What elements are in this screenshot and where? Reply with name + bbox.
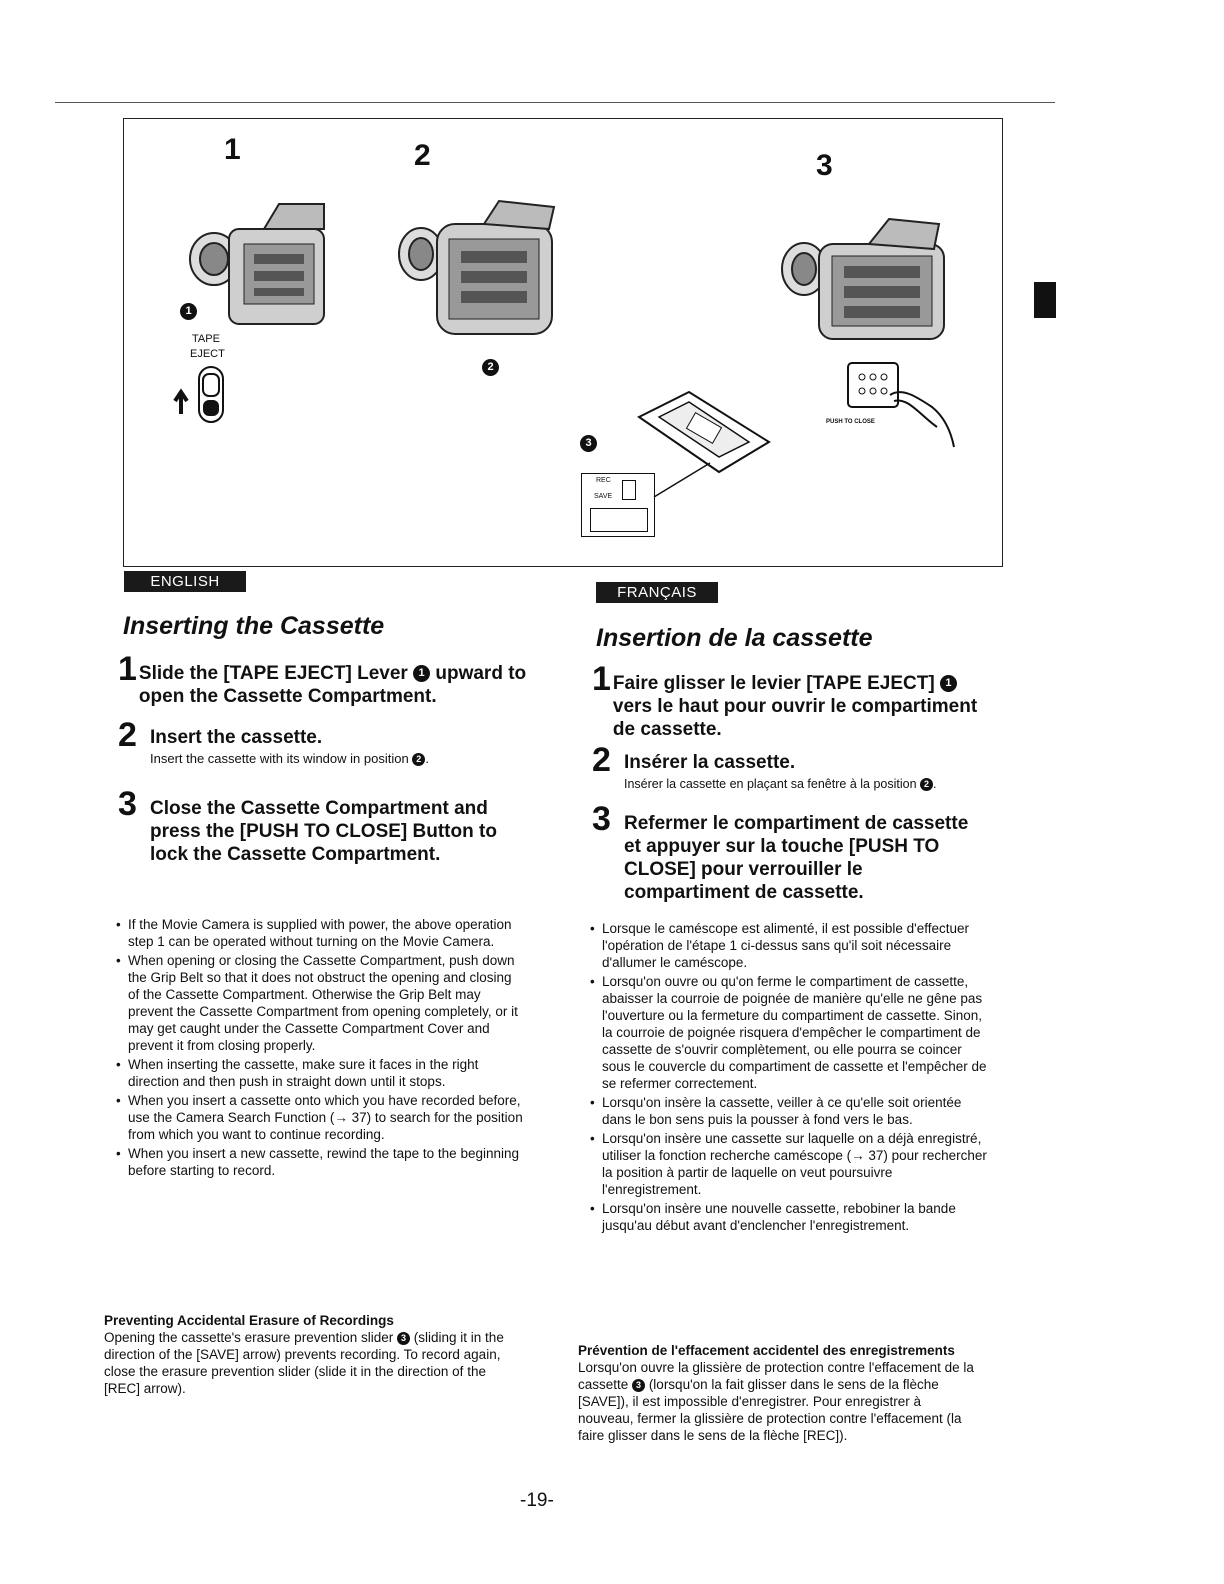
english-step-3-text: Close the Cassette Compartment and press the [PUSH TO CLOSE] Button to lock the Cassette Compartment. bbox=[150, 798, 497, 865]
english-title: Inserting the Cassette bbox=[123, 612, 385, 640]
french-badge: FRANÇAIS bbox=[596, 582, 718, 603]
camcorder-3-illustration bbox=[774, 214, 954, 364]
english-step-2-subtext: Insert the cassette with its window in position bbox=[150, 751, 409, 766]
english-step-1-text: Slide the [TAPE EJECT] Lever bbox=[138, 663, 408, 684]
french-step-2-text: Insérer la cassette. bbox=[624, 752, 796, 773]
english-step-1-text-2: upward to open the Cassette Compartment. bbox=[138, 663, 527, 707]
french-step-1 bbox=[592, 660, 992, 741]
french-note-2: • Lorsqu'on ouvre ou qu'on ferme le compartiment de cassette, abaisser la courroie de poignée de manière qu'elle ne gêne pas l'ouverture ou la fermeture du compartiment de cassette. Sinon, la courroie de poignée risquera d'empêcher le compartiment de cassette de s'ouvrir complètement, ou elle pourra se coincer sous le couvercle du compartiment de cassette et l'empêcher de se refermer correctement. bbox=[588, 973, 988, 1092]
section-tab-marker bbox=[1034, 282, 1056, 318]
english-prevention-text-a: Opening the cassette's erasure prevention slider bbox=[104, 1330, 394, 1345]
french-step-2-ref-badge: 2 bbox=[920, 778, 933, 791]
french-prevention-ref-badge: 3 bbox=[632, 1379, 645, 1392]
camcorder-2-illustration bbox=[389, 199, 569, 349]
french-step-2: 2 Insérer la cassette. Insérer la cassette en plaçant sa fenêtre à la position 2 . bbox=[592, 741, 937, 791]
english-note-1: • If the Movie Camera is supplied with power, the above operation step 1 can be operated without turning on the Movie Camera. bbox=[114, 916, 526, 950]
french-step-3-text: Refermer le compartiment de cassette et appuyer sur la touche [PUSH TO CLOSE] pour verrouiller le compartiment de cassette. bbox=[624, 813, 969, 903]
english-note-2: • When opening or closing the Cassette Compartment, push down the Grip Belt so that it does not obstruct the opening and closing of the Cassette Compartment. Otherwise the Grip Belt may prevent the Cassette Compartment from opening completely, or it may get caught under the Cassette Compartment Cover and prevent it from closing properly. bbox=[114, 952, 526, 1054]
english-prevention-ref-badge: 3 bbox=[397, 1332, 410, 1345]
rec-label: REC bbox=[596, 477, 611, 484]
erasure-tab bbox=[622, 480, 636, 500]
french-notes bbox=[588, 920, 988, 1236]
french-note-1: • Lorsque le caméscope est alimenté, il est possible d'effectuer l'opération de l'étape 1 ci-dessus sans qu'il soit nécessaire d'allumer le caméscope. bbox=[588, 920, 988, 971]
figure-step-1-number: 1 bbox=[224, 133, 241, 166]
french-note-4: • Lorsqu'on insère une cassette sur laquelle on a déjà enregistré, utiliser la fonction recherche caméscope (→ 37) pour rechercher la position à partir de laquelle on veut poursuivre l'enregistrement. bbox=[588, 1130, 988, 1198]
cassette-window-detail bbox=[590, 508, 648, 532]
top-rule bbox=[55, 102, 1055, 103]
french-prevention-text-b: (lorsqu'on la fait glisser dans le sens de la flèche [SAVE]), il est impossible d'enregistrer. Pour enregistrer à nouveau, fermer la glissière de protection contre l'effacement (la faire glisser dans le sens de la flèche [REC]). bbox=[578, 1377, 962, 1443]
french-step-1-ref-badge: 1 bbox=[940, 675, 957, 692]
french-steps bbox=[592, 660, 992, 904]
push-to-close-button-illustration bbox=[842, 357, 962, 457]
english-step-2-number: 2 bbox=[118, 716, 137, 754]
french-step-1-text: Faire glisser le levier [TAPE EJECT] bbox=[612, 673, 935, 694]
french-note-5: • Lorsqu'on insère une nouvelle cassette, rebobiner la bande jusqu'au début avant d'enclencher l'enregistrement. bbox=[588, 1200, 988, 1234]
english-steps bbox=[118, 650, 528, 866]
french-step-3-number: 3 bbox=[592, 800, 611, 838]
illustration-panel bbox=[123, 118, 1003, 567]
english-prevention-text-b: (sliding it in the direction of the [SAVE] arrow) prevents recording. To record again, close the erasure prevention slider (slide it in the direction of the [REC] arrow). bbox=[104, 1330, 504, 1396]
english-prevention-title: Preventing Accidental Erasure of Recordings bbox=[104, 1313, 394, 1328]
french-step-1-number: 1 bbox=[592, 660, 611, 698]
callout-1-badge: 1 bbox=[180, 303, 197, 320]
english-note-4: • When you insert a cassette onto which you have recorded before, use the Camera Search Function (→ 37) to search for the position from which you want to continue recording. bbox=[114, 1092, 526, 1143]
french-prevention-title: Prévention de l'effacement accidentel des enregistrements bbox=[578, 1343, 955, 1358]
english-step-1-number: 1 bbox=[118, 650, 137, 688]
english-step-3 bbox=[118, 785, 528, 866]
english-step-2: 2 Insert the cassette. Insert the cassette with its window in position 2 . bbox=[118, 716, 429, 766]
english-notes bbox=[114, 916, 526, 1181]
callout-3-badge: 3 bbox=[580, 435, 597, 452]
eject-label: EJECT bbox=[190, 348, 225, 360]
english-prevention-section bbox=[104, 1312, 514, 1397]
callout-2-badge: 2 bbox=[482, 359, 499, 376]
english-note-3: • When inserting the cassette, make sure it faces in the right direction and then push in straight down until it stops. bbox=[114, 1056, 526, 1090]
english-step-2-ref-badge: 2 bbox=[412, 753, 425, 766]
push-to-close-label: PUSH TO CLOSE bbox=[826, 419, 875, 425]
figure-step-2-number: 2 bbox=[414, 139, 431, 172]
tape-eject-lever-icon bbox=[169, 364, 229, 426]
figure-step-3-number: 3 bbox=[816, 149, 833, 182]
tape-label: TAPE bbox=[192, 333, 220, 345]
english-step-2-text: Insert the cassette. bbox=[150, 727, 323, 748]
detail-leader-line bbox=[652, 459, 712, 499]
english-badge: ENGLISH bbox=[124, 571, 246, 592]
english-step-1-ref-badge: 1 bbox=[413, 665, 430, 682]
french-step-1-text-2: vers le haut pour ouvrir le compartiment de cassette. bbox=[612, 696, 978, 740]
english-note-5: • When you insert a new cassette, rewind the tape to the beginning before starting to record. bbox=[114, 1145, 526, 1179]
english-step-3-number: 3 bbox=[118, 785, 137, 823]
english-step-1 bbox=[118, 650, 528, 708]
french-note-3: • Lorsqu'on insère la cassette, veiller à ce qu'elle soit orientée dans le bon sens puis la pousser à fond vers le bas. bbox=[588, 1094, 988, 1128]
erasure-slider-detail bbox=[581, 473, 655, 537]
french-title: Insertion de la cassette bbox=[596, 624, 873, 652]
french-prevention-section bbox=[578, 1342, 978, 1444]
page-number: -19- bbox=[520, 1490, 554, 1511]
french-step-2-number: 2 bbox=[592, 741, 611, 779]
save-label: SAVE bbox=[594, 493, 613, 500]
french-step-3 bbox=[592, 800, 992, 904]
camcorder-1-illustration bbox=[184, 199, 334, 349]
french-step-2-subtext: Insérer la cassette en plaçant sa fenêtre à la position bbox=[624, 777, 917, 791]
french-prevention-text-a: Lorsqu'on ouvre la glissière de protection contre l'effacement de la cassette bbox=[578, 1360, 974, 1392]
